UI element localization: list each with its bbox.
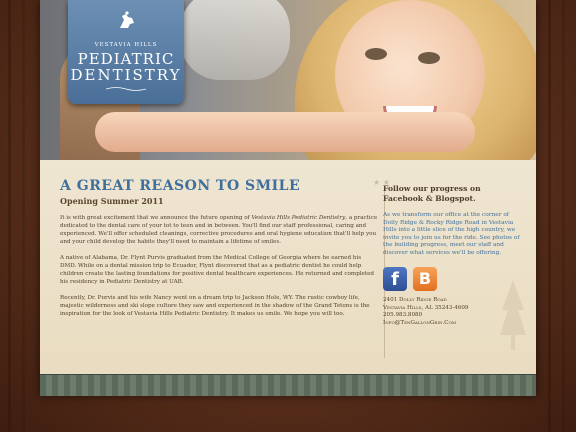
paragraph-intro [60,214,378,246]
paragraph-trip: Recently, Dr. Purvis and his wife Nancy went on a dream trip to Jackson Hole, WY. The rustic cowboy life, majestic wilderness and ski slope culture they saw and experienced in the shadow of the Grand Tetons is the inspiration for the look of Vestavia Hills Pediatric Dentistry. It makes us smile. We hope you will too. [60,295,370,317]
paragraph-intro-text: It is with great excitement that we announce the future opening of [60,215,252,221]
sidebar-text: As we transform our office at the corner of Dolly Ridge & Rocky Ridge Road in Vestavia Hills into a little slice of the high country, we invite you to join us for the ride. See photos of the building progress, meet our staff and discover what services we'll be offering. [383,212,520,256]
page-panel [40,0,536,395]
hero-photo [40,0,536,160]
cowboy-logo-icon [116,10,138,32]
facebook-icon[interactable]: f [383,267,407,291]
sidebar-title: Follow our progress on Facebook & Blogspot. [383,184,481,203]
address-line1: 2401 Dolly Ridge Road [383,297,447,303]
blogger-icon[interactable]: B [413,267,437,291]
child-arms [95,112,475,152]
paragraph-intro-text: , a practice dedicated to the dental care of your tot to teen and in between. You'll find our staff professional, caring and experienced. We'll offer scheduled cleanings, corrective procedures and oral hygiene education that'll help you and your child develop the habits they'll need to maintain a lifetime of smiles. [60,215,378,245]
phone-number: 205.983.8080 [383,312,423,319]
practice-name: Vestavia Hills Pediatric Dentistry [251,215,346,221]
decorative-footer-band [40,374,536,396]
logo-line3: DENTISTRY [70,66,182,84]
subhead: Opening Summer 2011 [60,196,164,206]
content-area [40,160,536,374]
logo-flourish-icon [106,86,146,92]
address-line2: Vestavia Hills, AL 35243-4609 [383,304,469,311]
logo-line1: VESTAVIA HILLS [94,42,158,48]
email-link[interactable]: Info@TenGallonGrin.Com [383,319,456,326]
tree-icon [500,280,526,350]
paragraph-doctor: A native of Alabama, Dr. Flynt Purvis graduated from the Medical College of Georgia where he earned his DMD. While on a dental mission trip to Ecuador, Flynt discovered that as a pediatric dentist he could help children create the lasting foundations for positive dental healthcare experiences. He returned and completed his residency in Pediatric Dentistry at UAB. [60,255,375,285]
child-eye [418,52,440,64]
child-eye [365,48,387,60]
logo-line2: PEDIATRIC [77,50,175,68]
main-column [60,178,378,324]
background-person [180,0,290,80]
star-icon: ★ ★ [373,178,390,187]
headline: A GREAT REASON TO SMILE [60,178,301,194]
logo[interactable] [68,0,184,104]
